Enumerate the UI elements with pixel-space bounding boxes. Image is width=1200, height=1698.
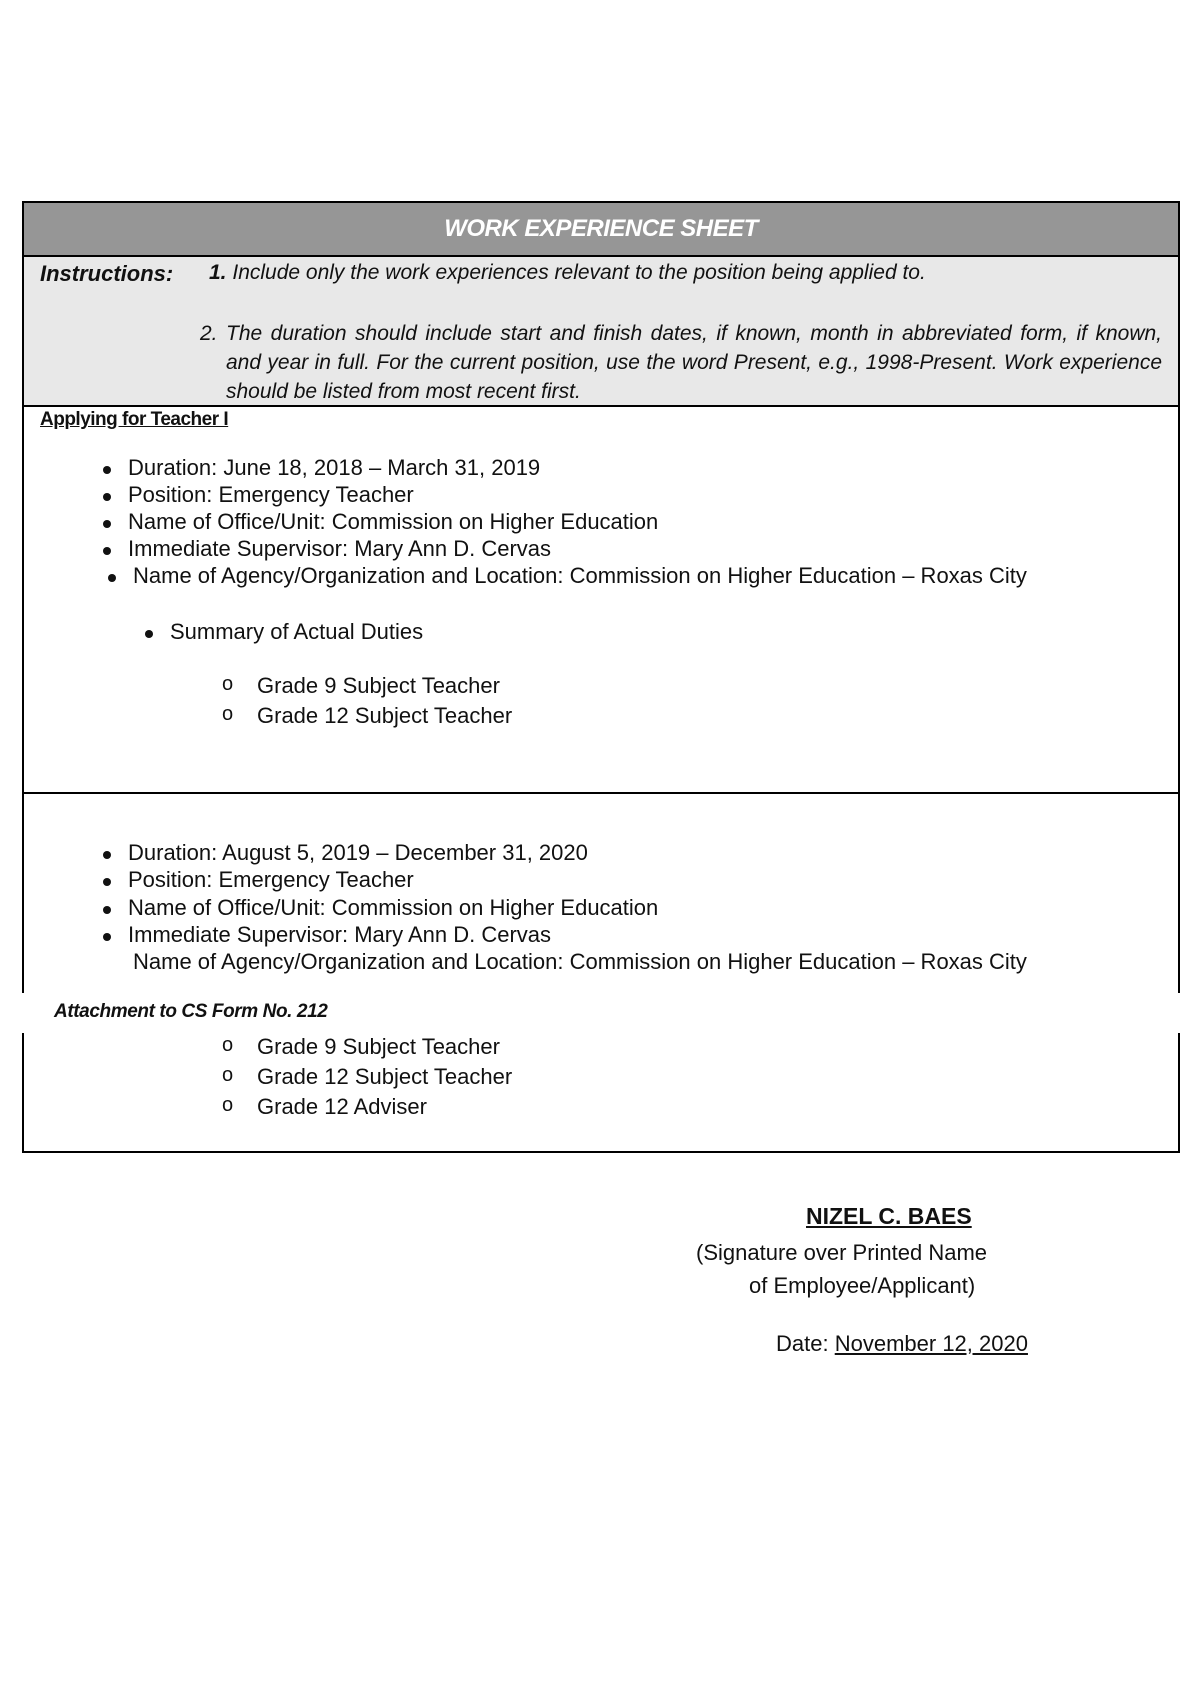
instruction-1: [209, 261, 926, 285]
entry-1-office: Name of Office/Unit: Commission on Higher Education: [128, 509, 659, 534]
date-label: Date:: [776, 1331, 829, 1356]
instruction-1-text: Include only the work experiences relevant to the position being applied to.: [232, 261, 926, 284]
entry-2-duty-2: o Grade 12 Subject Teacher: [257, 1064, 512, 1090]
signature-name: NIZEL C. BAES: [806, 1203, 972, 1229]
entry-2-duty-1: o Grade 9 Subject Teacher: [257, 1034, 500, 1060]
entry-2-office: Name of Office/Unit: Commission on Higher Education: [128, 895, 659, 920]
date-line: [776, 1331, 1028, 1357]
signature-caption-line-1: (Signature over Printed Name: [696, 1240, 988, 1265]
entry-2-position: Position: Emergency Teacher: [128, 867, 414, 892]
sheet-title: WORK EXPERIENCE SHEET: [24, 203, 1178, 257]
instructions-panel: [24, 257, 1178, 407]
entry-1-duration: Duration: June 18, 2018 – March 31, 2019: [128, 455, 541, 480]
signature-caption: [696, 1236, 987, 1302]
instruction-2-number: 2.: [200, 322, 218, 345]
instruction-2: [200, 319, 1162, 406]
entry-1-duty-2: o Grade 12 Subject Teacher: [257, 703, 512, 729]
entry-1-duty-1: o Grade 9 Subject Teacher: [257, 673, 500, 699]
instruction-2-text: The duration should include start and finish dates, if known, month in abbreviated form, if known, and year in full. For the current position, use the word Present, e.g., 1998-Present. Work experience should be listed from most recent first.: [226, 322, 1162, 403]
entry-1-position: Position: Emergency Teacher: [128, 482, 414, 507]
entry-2-supervisor: Immediate Supervisor: Mary Ann D. Cervas: [128, 922, 552, 947]
entry-1-agency: Name of Agency/Organization and Location: Commission on Higher Education – Roxas City: [133, 563, 1027, 588]
entry-1-supervisor: Immediate Supervisor: Mary Ann D. Cervas: [128, 536, 552, 561]
entry-2-duration: Duration: August 5, 2019 – December 31, 2020: [128, 840, 588, 865]
attachment-label: Attachment to CS Form No. 212: [54, 1001, 328, 1022]
instruction-1-number: 1.: [209, 261, 227, 284]
signature-caption-line-2: of Employee/Applicant): [749, 1273, 976, 1298]
instructions-label: Instructions:: [40, 261, 174, 286]
work-entry-1: [24, 407, 1178, 794]
date-value: November 12, 2020: [834, 1331, 1028, 1356]
entry-2-duty-3: o Grade 12 Adviser: [257, 1094, 427, 1120]
entry-2-agency: Name of Agency/Organization and Location: Commission on Higher Education – Roxas City: [133, 949, 1027, 974]
entry-1-summary-label: Summary of Actual Duties: [170, 619, 424, 644]
work-entry-2: [24, 794, 1178, 1151]
applying-for-label: Applying for Teacher I: [40, 409, 229, 430]
